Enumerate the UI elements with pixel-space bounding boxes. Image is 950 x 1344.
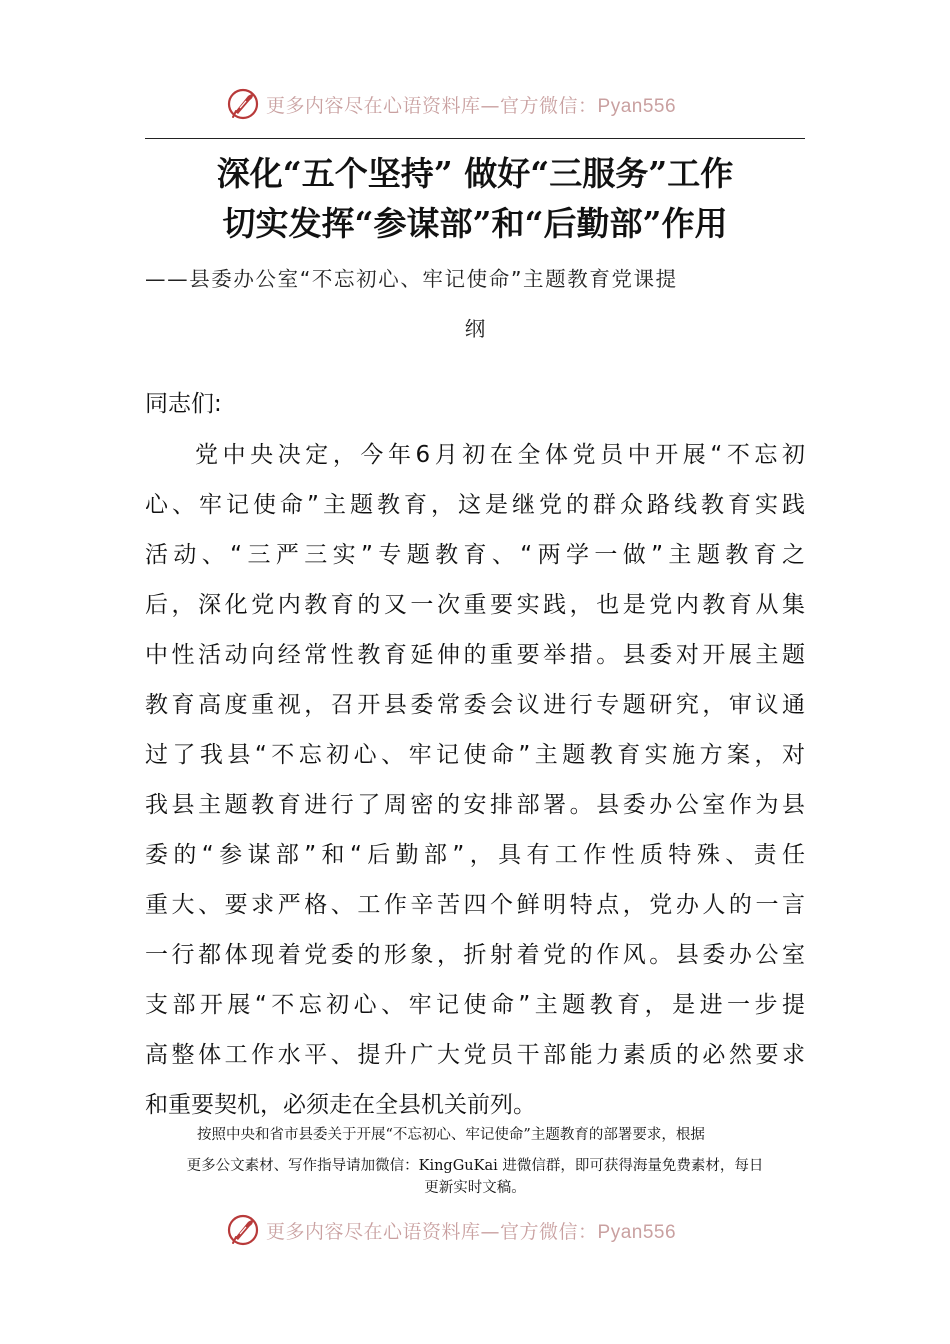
document-title-line-2: 切实发挥“参谋部”和“后勤部”作用 bbox=[222, 204, 728, 243]
footer-watermark bbox=[226, 1212, 676, 1248]
watermark-slogan: 更多内容尽在心语资料库 bbox=[266, 1220, 481, 1243]
body-paragraph bbox=[145, 430, 805, 1130]
body-line: 心、牢记使命”主题教育，这是继党的群众路线教育实践 bbox=[145, 492, 805, 518]
footnote-line-3: 更新实时文稿。 bbox=[424, 1180, 526, 1196]
footnote-line-2: 更多公文素材、写作指导请加微信：KingGuKai 进微信群，即可获得海量免费素材，每日 bbox=[186, 1158, 764, 1174]
body-line: 过了我县“不忘初心、牢记使命”主题教育实施方案，对 bbox=[145, 742, 805, 768]
quill-pen-logo-icon bbox=[226, 87, 260, 121]
body-line: 重大、要求严格、工作辛苦四个鲜明特点，党办人的一言 bbox=[145, 892, 805, 918]
body-line: 教育高度重视，召开县委常委会议进行专题研究，审议通 bbox=[145, 692, 805, 718]
header-watermark bbox=[226, 86, 676, 122]
watermark-label: 官方微信： bbox=[500, 1220, 598, 1243]
body-line: 党中央决定，今年6月初在全体党员中开展“不忘初 bbox=[195, 442, 805, 468]
body-line: 我县主题教育进行了周密的安排部署。县委办公室作为县 bbox=[145, 792, 805, 818]
body-line: 高整体工作水平、提升广大党员干部能力素质的必然要求 bbox=[145, 1042, 805, 1068]
watermark-dash: — bbox=[480, 94, 501, 117]
body-line: 后，深化党内教育的又一次重要实践，也是党内教育从集 bbox=[145, 592, 805, 618]
footnote-line-1: 按照中央和省市县委关于开展“不忘初心、牢记使命”主题教育的部署要求，根据 bbox=[197, 1127, 705, 1143]
watermark-wechat-id: Pyan556 bbox=[597, 1221, 677, 1243]
watermark-slogan: 更多内容尽在心语资料库 bbox=[266, 94, 481, 117]
watermark-label: 官方微信： bbox=[500, 94, 598, 117]
watermark-text bbox=[266, 91, 676, 118]
body-line: 中性活动向经常性教育延伸的重要举措。县委对开展主题 bbox=[145, 642, 805, 668]
body-line: 活动、“三严三实”专题教育、“两学一做”主题教育之 bbox=[145, 542, 805, 568]
body-line: 委的“参谋部”和“后勤部”，具有工作性质特殊、责任 bbox=[145, 842, 805, 868]
quill-pen-logo-icon bbox=[226, 1213, 260, 1247]
document-subtitle-line-1: ——县委办公室“不忘初心、牢记使命”主题教育党课提 bbox=[145, 267, 678, 291]
watermark-dash: — bbox=[480, 1220, 501, 1243]
body-line: 一行都体现着党委的形象，折射着党的作风。县委办公室 bbox=[145, 942, 805, 968]
watermark-wechat-id: Pyan556 bbox=[597, 95, 677, 117]
header-divider bbox=[145, 138, 805, 139]
body-line: 和重要契机，必须走在全县机关前列。 bbox=[145, 1092, 536, 1118]
body-line: 支部开展“不忘初心、牢记使命”主题教育，是进一步提 bbox=[145, 992, 805, 1018]
document-title-line-1: 深化“五个坚持” 做好“三服务”工作 bbox=[216, 154, 734, 193]
salutation: 同志们: bbox=[145, 391, 222, 417]
watermark-text bbox=[266, 1217, 676, 1244]
document-subtitle-line-2: 纲 bbox=[464, 317, 486, 341]
